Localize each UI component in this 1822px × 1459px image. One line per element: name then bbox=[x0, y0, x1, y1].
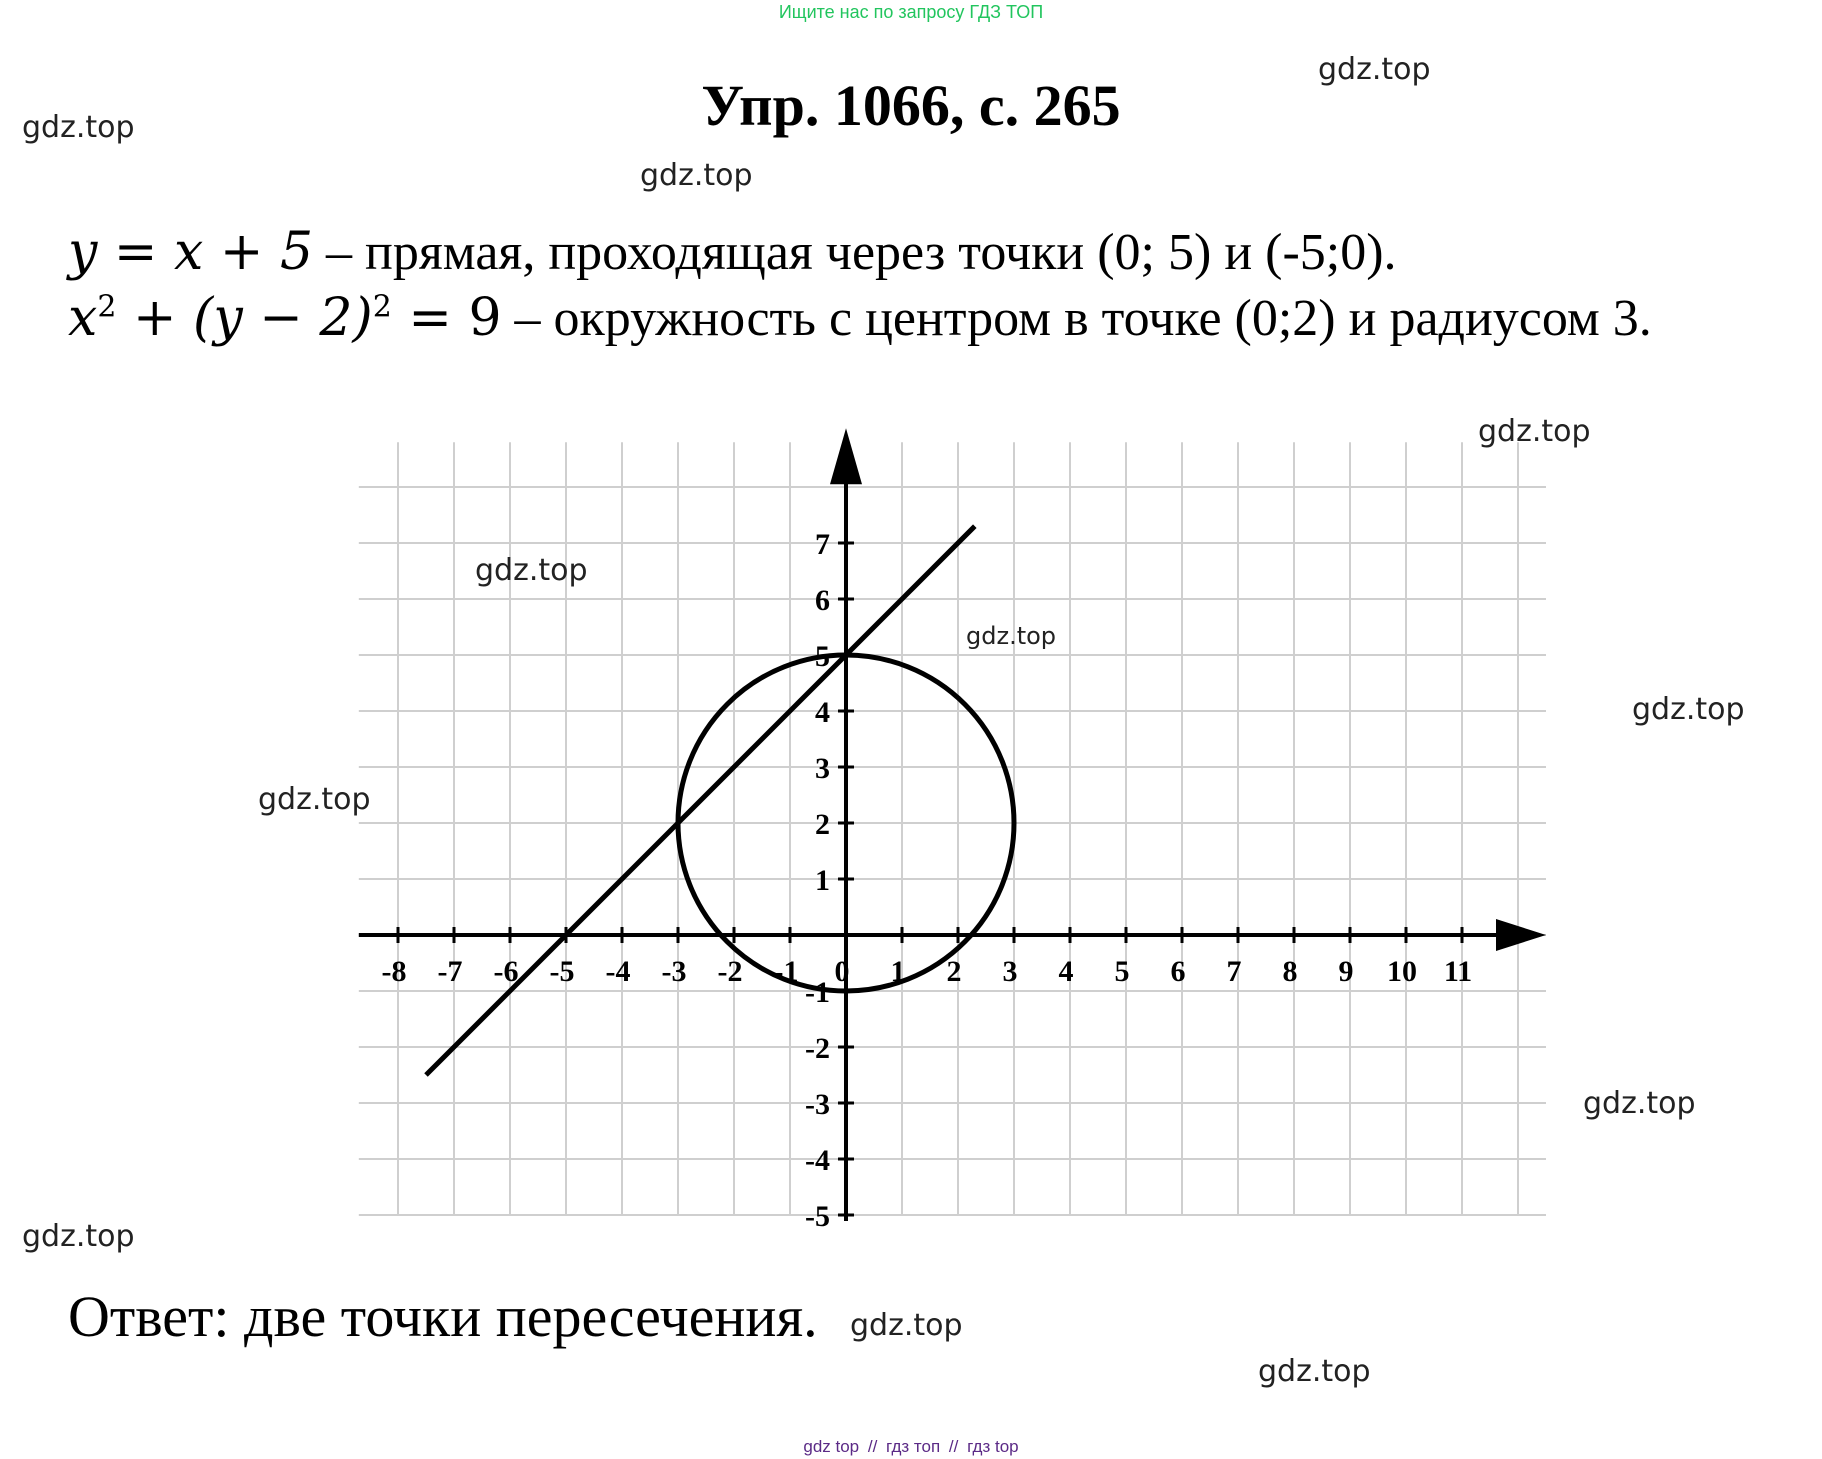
y-tick-label: 3 bbox=[815, 752, 830, 785]
footer-links bbox=[0, 1437, 1822, 1457]
footer-link[interactable]: гдз top bbox=[967, 1437, 1019, 1456]
x-tick-label: -7 bbox=[437, 955, 463, 988]
x-tick-label: 8 bbox=[1282, 955, 1298, 988]
circle-equation: $x^2 + (y - 2)^2 = 9$ bbox=[68, 288, 502, 348]
x-tick-label: 6 bbox=[1170, 955, 1186, 988]
line-graph bbox=[426, 526, 975, 1075]
x-tick-label: 2 bbox=[946, 955, 962, 988]
x-tick-label: 9 bbox=[1338, 955, 1354, 988]
x-axis-arrow-icon bbox=[1496, 919, 1546, 951]
watermark: gdz.top bbox=[1478, 414, 1591, 449]
x-tick-label: -8 bbox=[381, 955, 407, 988]
y-tick-label: -1 bbox=[805, 976, 830, 1009]
y-tick-label: 6 bbox=[815, 584, 830, 617]
watermark: gdz.top bbox=[22, 110, 135, 145]
x-tick-label: -3 bbox=[661, 955, 687, 988]
x-tick-label: 7 bbox=[1226, 955, 1242, 988]
y-tick-label: -3 bbox=[805, 1088, 830, 1121]
x-tick-label: 4 bbox=[1058, 955, 1074, 988]
watermark: gdz.top bbox=[966, 622, 1057, 650]
x-tick-label: -4 bbox=[605, 955, 631, 988]
answer-text: Ответ: две точки пересечения. bbox=[68, 1284, 818, 1349]
watermark: gdz.top bbox=[1632, 692, 1745, 727]
x-tick-label: 3 bbox=[1002, 955, 1018, 988]
watermark: gdz.top bbox=[475, 553, 588, 588]
y-axis-arrow-icon bbox=[830, 428, 862, 484]
watermark: gdz.top bbox=[850, 1308, 963, 1343]
x-tick-label: 10 bbox=[1387, 955, 1417, 988]
line-equation: y = x + 5 bbox=[68, 222, 314, 282]
top-banner: Ищите нас по запросу ГДЗ ТОП bbox=[778, 2, 1044, 22]
line-description: – прямая, проходящая через точки (0; 5) и (-5;0). bbox=[313, 224, 1397, 281]
watermark: gdz.top bbox=[1318, 52, 1431, 87]
y-tick-label: -5 bbox=[805, 1200, 830, 1233]
y-tick-label: 5 bbox=[815, 640, 830, 673]
watermark: gdz.top bbox=[640, 158, 753, 193]
watermark: gdz.top bbox=[1583, 1086, 1696, 1121]
y-tick-label: 1 bbox=[815, 864, 830, 897]
watermark: gdz.top bbox=[258, 782, 371, 817]
y-tick-label: -2 bbox=[805, 1032, 830, 1065]
x-tick-label: 0 bbox=[834, 955, 850, 988]
x-tick-label: -2 bbox=[717, 955, 743, 988]
page-title: Упр. 1066, с. 265 bbox=[701, 73, 1121, 138]
footer-link[interactable]: gdz top bbox=[803, 1437, 860, 1456]
x-tick-label: -5 bbox=[549, 955, 575, 988]
x-tick-label: -1 bbox=[773, 955, 799, 988]
watermark: gdz.top bbox=[1258, 1354, 1371, 1389]
circle-description: – окружность с центром в точке (0;2) и радиусом 3. bbox=[501, 290, 1652, 347]
y-tick-label: 4 bbox=[815, 696, 830, 729]
watermark: gdz.top bbox=[22, 1219, 135, 1254]
y-tick-label: 7 bbox=[815, 528, 830, 561]
x-tick-label: 5 bbox=[1114, 955, 1130, 988]
x-tick-label: 1 bbox=[890, 955, 906, 988]
footer-separator: // bbox=[948, 1437, 959, 1456]
x-tick-label: 11 bbox=[1443, 955, 1473, 988]
y-tick-label: -4 bbox=[805, 1144, 830, 1177]
footer-link[interactable]: гдз топ bbox=[886, 1437, 941, 1456]
x-tick-label: -6 bbox=[493, 955, 519, 988]
footer-separator: // bbox=[867, 1437, 878, 1456]
y-tick-label: 2 bbox=[815, 808, 830, 841]
